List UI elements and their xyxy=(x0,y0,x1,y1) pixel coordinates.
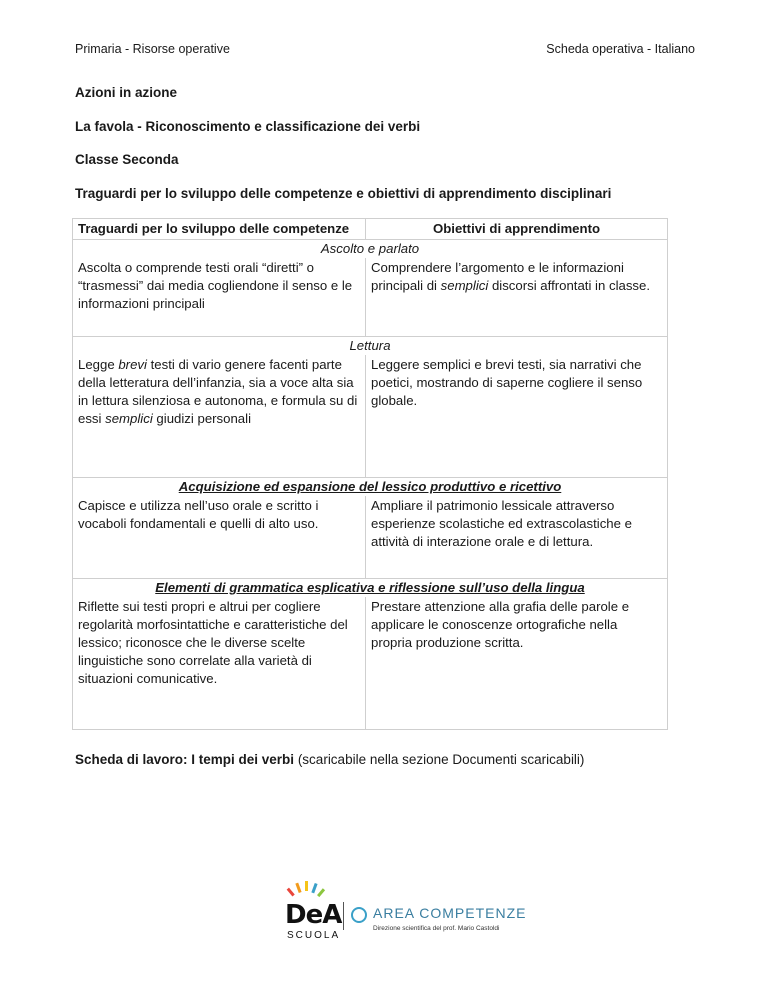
section-title: Acquisizione ed espansione del lessico produttivo e ricettivo xyxy=(73,478,668,497)
section-title: Elementi di grammatica esplicativa e riflessione sull’uso della lingua xyxy=(73,579,668,598)
activity-title: La favola - Riconoscimento e classificazione dei verbi xyxy=(75,119,421,134)
obiettivo-cell: Ampliare il patrimonio lessicale attraverso esperienze scolastiche ed extrascolastiche e attività di interazione orale e di lettura. xyxy=(366,496,668,579)
traguardo-cell: Capisce e utilizza nell’uso orale e scritto i vocaboli fondamentali e quelli di alto uso. xyxy=(73,496,366,579)
col-header-obiettivi: Obiettivi di apprendimento xyxy=(366,219,668,240)
section-title: Ascolto e parlato xyxy=(73,240,668,259)
traguardo-cell: Ascolta o comprende testi orali “diretti” o “trasmessi” dai media cogliendone il senso e le informazioni principali xyxy=(73,258,366,337)
target-icon xyxy=(351,907,367,923)
col-header-traguardi: Traguardi per lo sviluppo delle competenze xyxy=(73,219,366,240)
obiettivo-cell: Leggere semplici e brevi testi, sia narrativi che poetici, mostrando di saperne cogliere il senso globale. xyxy=(366,355,668,478)
header-right: Scheda operativa - Italiano xyxy=(546,42,695,56)
header-left: Primaria - Risorse operative xyxy=(75,42,230,56)
section-heading: Traguardi per lo sviluppo delle competenze e obiettivi di apprendimento disciplinari xyxy=(75,186,612,201)
obiettivo-cell: Prestare attenzione alla grafia delle parole e applicare le conoscenze ortografiche nella propria produzione scritta. xyxy=(366,597,668,730)
worksheet-title: Scheda di lavoro: I tempi dei verbi xyxy=(75,752,295,767)
traguardo-cell: Legge brevi testi di vario genere facenti parte della letteratura dell’infanzia, sia a voce alta sia in lettura silenziosa e autonoma, e formula su di essi semplici giudizi personali xyxy=(73,355,366,478)
direction-credit: Direzione scientifica del prof. Mario Castoldi xyxy=(373,925,500,932)
class-label: Classe Seconda xyxy=(75,152,179,167)
objectives-table xyxy=(72,218,667,730)
obiettivo-cell: Comprendere l’argomento e le informazioni principali di semplici discorsi affrontati in classe. xyxy=(366,258,668,337)
area-competenze: AREA COMPETENZE xyxy=(373,905,527,921)
worksheet-note: Scheda di lavoro: I tempi dei verbi (scaricabile nella sezione Documenti scaricabili) xyxy=(75,752,585,767)
logo-divider xyxy=(343,902,344,930)
section-title: Lettura xyxy=(73,337,668,356)
traguardo-cell: Riflette sui testi propri e altrui per cogliere regolarità morfosintattiche e caratteristiche del lessico; riconosce che le diverse scelte linguistiche sono correlate alla varietà di situazioni comunicative. xyxy=(73,597,366,730)
scuola-label: SCUOLA xyxy=(287,930,341,941)
dea-brand: DeA xyxy=(285,900,342,930)
project-title: Azioni in azione xyxy=(75,85,178,100)
